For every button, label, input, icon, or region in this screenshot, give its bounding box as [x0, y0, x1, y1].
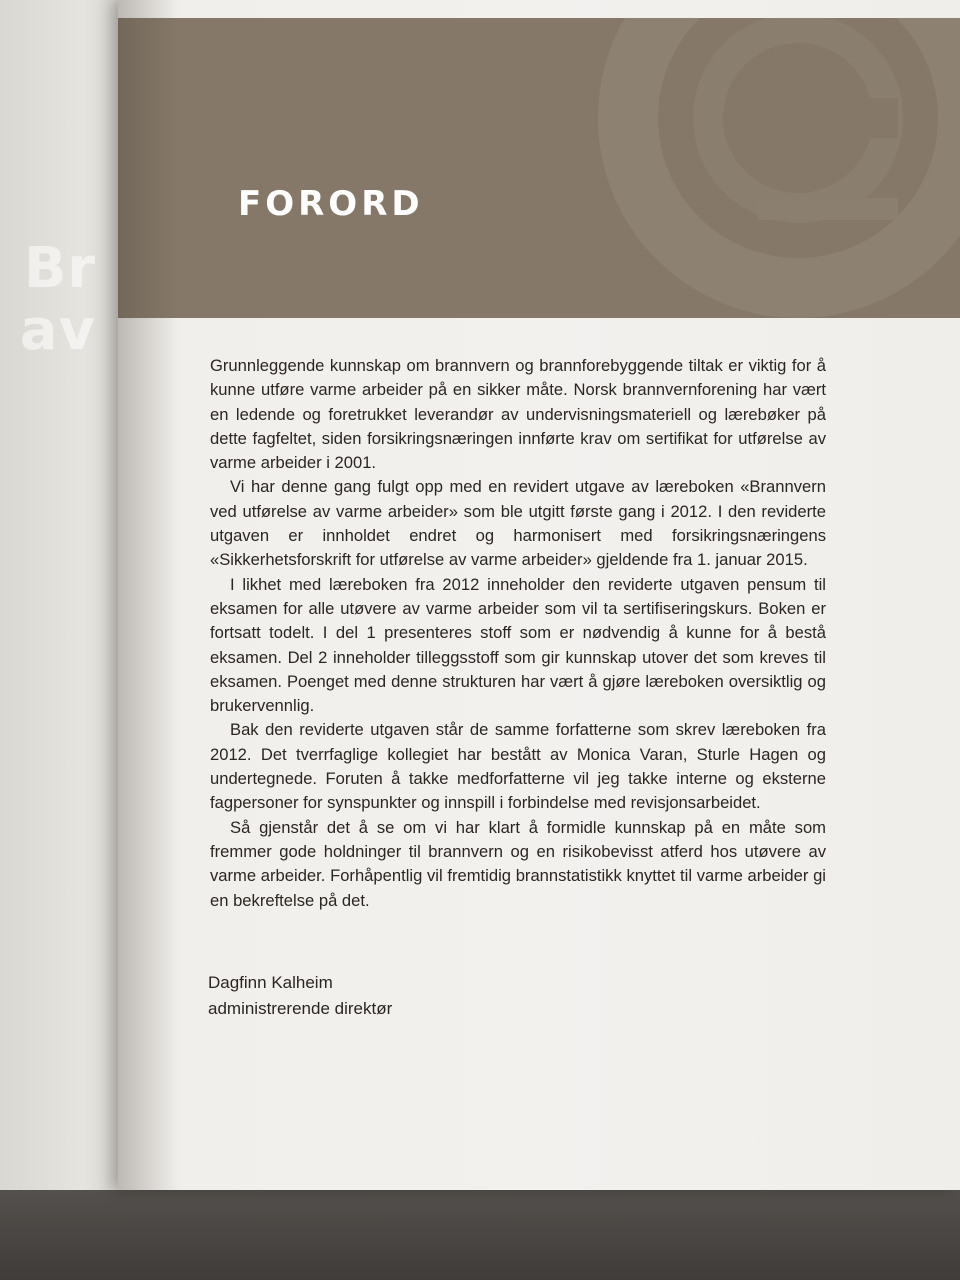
- paragraph: Så gjenstår det å se om vi har klart å formidle kunnskap på en måte som fremmer gode holdninger til brannvern og en risikobevisst atferd hos utøvere av varme arbeider. Forhåpentlig vil fremtidig brannstatistikk knyttet til varme arbeider gi en bekreftelse på det.: [210, 817, 826, 910]
- left-page-bleed-text: [16, 238, 96, 362]
- paragraph: Vi har denne gang fulgt opp med en revidert utgave av læreboken «Brannvern ved utførelse av varme arbeider» som ble utgitt første gang i 2012. I den reviderte utgaven er innholdet endret og harmonisert med forsikringsnæringens «Sikkerhetsforskrift for utførelse av varme arbeider» gjeldende fra 1. januar 2015.: [210, 477, 826, 570]
- page-title: FORORD: [238, 184, 424, 224]
- paragraph: I likhet med læreboken fra 2012 inneholder den reviderte utgaven pensum til eksamen for alle utøvere av varme arbeider som vil ta sertifiseringskurs. Boken er fortsatt todelt. I del 1 presenteres stoff som er nødvendig å kunne for å bestå eksamen. Del 2 inneholder tilleggsstoff som gir kunnskap utover det som kreves til eksamen. Poenget med denne strukturen har vært å gjøre læreboken oversiktlig og brukervennlig.: [210, 574, 826, 716]
- signature-block: [208, 970, 392, 1022]
- bleed-line: av: [19, 298, 96, 363]
- bleed-line: Br: [23, 236, 96, 301]
- book-page: [118, 0, 960, 1190]
- header-banner: [118, 18, 960, 318]
- signature-title: administrerende direktør: [208, 999, 393, 1018]
- paragraph: Bak den reviderte utgaven står de samme forfatterne som skrev læreboken fra 2012. Det tverrfaglige kollegiet har bestått av Monica Varan, Sturle Hagen og undertegnede. Foruten å takke medforfatterne vil jeg takke interne og eksterne fagpersoner for synspunkter og innspill i forbindelse med revisjonsarbeidet.: [210, 720, 826, 813]
- paragraph: Grunnleggende kunnskap om brannvern og brannforebyggende tiltak er viktig for å kunne utføre varme arbeider på en sikker måte. Norsk brannvernforening har vært en ledende og foretrukket leverandør av undervisningsmateriell og lærebøker på dette fagfeltet, siden forsikringsnæringen innførte krav om sertifikat for utførelse av varme arbeider i 2001.: [210, 356, 826, 473]
- banner-emblem-graphic: [588, 18, 960, 318]
- signature-name: Dagfinn Kalheim: [208, 973, 333, 992]
- foreword-body: [210, 354, 826, 913]
